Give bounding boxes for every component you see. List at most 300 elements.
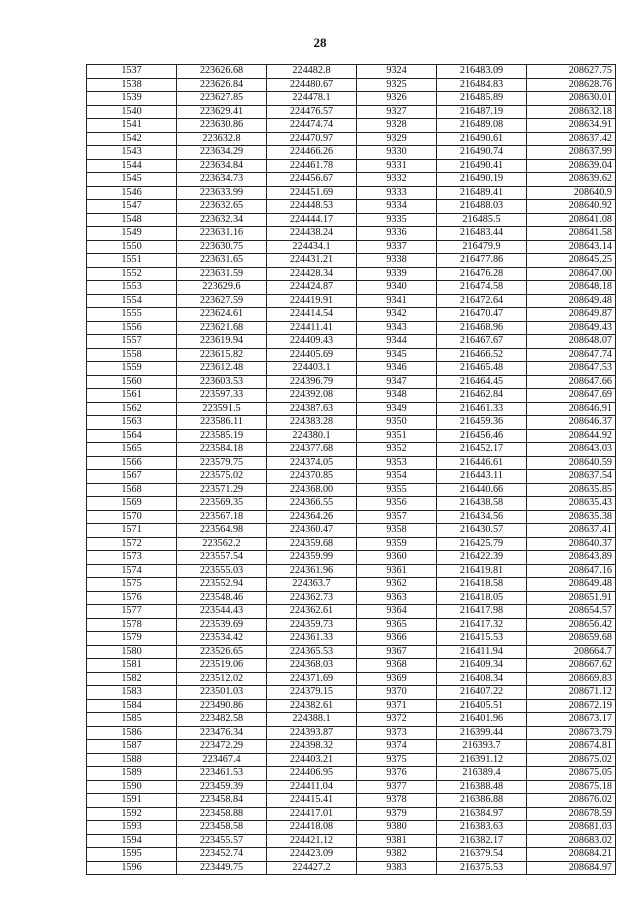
table-cell: 223630.75 (177, 240, 267, 254)
table-cell: 9375 (357, 753, 437, 767)
table-row (87, 335, 616, 349)
table-row (87, 348, 616, 362)
table-cell: 208647.74 (527, 348, 616, 362)
table-cell: 1574 (87, 564, 177, 578)
table-row (87, 578, 616, 592)
table-cell: 208637.41 (527, 524, 616, 538)
table-row (87, 456, 616, 470)
table-cell: 224424.87 (267, 281, 357, 295)
table-cell: 208646.91 (527, 402, 616, 416)
table-cell: 208634.91 (527, 119, 616, 133)
table-cell: 1579 (87, 632, 177, 646)
table-cell: 9339 (357, 267, 437, 281)
table-row (87, 362, 616, 376)
table-cell: 216466.52 (437, 348, 527, 362)
table-cell: 9383 (357, 861, 437, 875)
table-cell: 223476.34 (177, 726, 267, 740)
table-row (87, 321, 616, 335)
table-cell: 223548.46 (177, 591, 267, 605)
table-cell: 223627.59 (177, 294, 267, 308)
table-cell: 223458.84 (177, 794, 267, 808)
table-cell: 1576 (87, 591, 177, 605)
table-cell: 224361.96 (267, 564, 357, 578)
table-cell: 216489.41 (437, 186, 527, 200)
table-cell: 9346 (357, 362, 437, 376)
table-cell: 224451.69 (267, 186, 357, 200)
table-cell: 216399.44 (437, 726, 527, 740)
table-cell: 208648.18 (527, 281, 616, 295)
table-cell: 216479.9 (437, 240, 527, 254)
table-row (87, 308, 616, 322)
table-cell: 223634.73 (177, 173, 267, 187)
table-cell: 224370.85 (267, 470, 357, 484)
table-cell: 216417.98 (437, 605, 527, 619)
table-cell: 224368.00 (267, 483, 357, 497)
table-cell: 223544.43 (177, 605, 267, 619)
table-cell: 1582 (87, 672, 177, 686)
table-cell: 216407.22 (437, 686, 527, 700)
table-cell: 216456.46 (437, 429, 527, 443)
table-row (87, 591, 616, 605)
table-cell: 208645.25 (527, 254, 616, 268)
table-row (87, 861, 616, 875)
table-cell: 9356 (357, 497, 437, 511)
table-cell: 208639.62 (527, 173, 616, 187)
table-cell: 224466.26 (267, 146, 357, 160)
table-cell: 208641.58 (527, 227, 616, 241)
table-cell: 224380.1 (267, 429, 357, 443)
table-cell: 216490.41 (437, 159, 527, 173)
table-cell: 9345 (357, 348, 437, 362)
table-cell: 224480.67 (267, 78, 357, 92)
table-cell: 223586.11 (177, 416, 267, 430)
table-row (87, 605, 616, 619)
table-cell: 224448.53 (267, 200, 357, 214)
table-cell: 1577 (87, 605, 177, 619)
table-row (87, 213, 616, 227)
table-cell: 224419.91 (267, 294, 357, 308)
table-row (87, 686, 616, 700)
table-cell: 1545 (87, 173, 177, 187)
table-cell: 224362.73 (267, 591, 357, 605)
table-cell: 223458.88 (177, 807, 267, 821)
table-row (87, 92, 616, 106)
table-cell: 9377 (357, 780, 437, 794)
table-cell: 1596 (87, 861, 177, 875)
table-cell: 9338 (357, 254, 437, 268)
table-row (87, 645, 616, 659)
table-cell: 216384.97 (437, 807, 527, 821)
table-cell: 208630.01 (527, 92, 616, 106)
table-row (87, 767, 616, 781)
table-cell: 9341 (357, 294, 437, 308)
table-cell: 224371.69 (267, 672, 357, 686)
table-row (87, 429, 616, 443)
table-cell: 224360.47 (267, 524, 357, 538)
table-cell: 1547 (87, 200, 177, 214)
table-cell: 223562.2 (177, 537, 267, 551)
table-cell: 224411.04 (267, 780, 357, 794)
table-cell: 1553 (87, 281, 177, 295)
table-cell: 208646.37 (527, 416, 616, 430)
table-cell: 9362 (357, 578, 437, 592)
table-row (87, 510, 616, 524)
table-cell: 224377.68 (267, 443, 357, 457)
table-cell: 208669.83 (527, 672, 616, 686)
table-cell: 224403.1 (267, 362, 357, 376)
table-cell: 216388.48 (437, 780, 527, 794)
table-cell: 224387.63 (267, 402, 357, 416)
table-cell: 1539 (87, 92, 177, 106)
table-cell: 223626.84 (177, 78, 267, 92)
table-cell: 1543 (87, 146, 177, 160)
table-cell: 216474.58 (437, 281, 527, 295)
table-cell: 224359.73 (267, 618, 357, 632)
table-cell: 224438.24 (267, 227, 357, 241)
table-cell: 216461.33 (437, 402, 527, 416)
table-row (87, 254, 616, 268)
table-cell: 223455.57 (177, 834, 267, 848)
table-row (87, 402, 616, 416)
table-cell: 9363 (357, 591, 437, 605)
table-cell: 223632.8 (177, 132, 267, 146)
table-cell: 216405.51 (437, 699, 527, 713)
table-cell: 208643.03 (527, 443, 616, 457)
table-cell: 208649.48 (527, 294, 616, 308)
table-cell: 216472.64 (437, 294, 527, 308)
table-cell: 9353 (357, 456, 437, 470)
table-cell: 9348 (357, 389, 437, 403)
table-cell: 216490.19 (437, 173, 527, 187)
table-cell: 223501.03 (177, 686, 267, 700)
table-cell: 9325 (357, 78, 437, 92)
table-cell: 1561 (87, 389, 177, 403)
table-cell: 224368.03 (267, 659, 357, 673)
table-cell: 216422.39 (437, 551, 527, 565)
table-cell: 208674.81 (527, 740, 616, 754)
table-cell: 223629.41 (177, 105, 267, 119)
table-cell: 9379 (357, 807, 437, 821)
table-cell: 223575.02 (177, 470, 267, 484)
table-cell: 224417.01 (267, 807, 357, 821)
table-cell: 208673.79 (527, 726, 616, 740)
table-cell: 223526.65 (177, 645, 267, 659)
table-cell: 208676.02 (527, 794, 616, 808)
table-row (87, 294, 616, 308)
table-cell: 208649.87 (527, 308, 616, 322)
table-cell: 223624.61 (177, 308, 267, 322)
table-cell: 208640.92 (527, 200, 616, 214)
table-cell: 1551 (87, 254, 177, 268)
table-row (87, 740, 616, 754)
table-cell: 216470.47 (437, 308, 527, 322)
table-cell: 216462.84 (437, 389, 527, 403)
table-cell: 9365 (357, 618, 437, 632)
table-row (87, 524, 616, 538)
table-row (87, 618, 616, 632)
table-cell: 223557.54 (177, 551, 267, 565)
table-cell: 216485.5 (437, 213, 527, 227)
table-cell: 9343 (357, 321, 437, 335)
table-cell: 1587 (87, 740, 177, 754)
table-cell: 223555.03 (177, 564, 267, 578)
table-cell: 224396.79 (267, 375, 357, 389)
table-cell: 216430.57 (437, 524, 527, 538)
table-cell: 216401.96 (437, 713, 527, 727)
table-cell: 224365.53 (267, 645, 357, 659)
coordinates-table-body (87, 65, 616, 875)
coordinates-table (86, 64, 616, 875)
table-cell: 208637.42 (527, 132, 616, 146)
table-cell: 216485.89 (437, 92, 527, 106)
table-row (87, 726, 616, 740)
table-cell: 216488.03 (437, 200, 527, 214)
table-cell: 224405.69 (267, 348, 357, 362)
table-cell: 9351 (357, 429, 437, 443)
table-cell: 9330 (357, 146, 437, 160)
table-cell: 9334 (357, 200, 437, 214)
table-cell: 1592 (87, 807, 177, 821)
table-cell: 223512.02 (177, 672, 267, 686)
table-cell: 223634.84 (177, 159, 267, 173)
table-cell: 216418.05 (437, 591, 527, 605)
table-cell: 223612.48 (177, 362, 267, 376)
table-cell: 9381 (357, 834, 437, 848)
table-cell: 9331 (357, 159, 437, 173)
table-cell: 223631.59 (177, 267, 267, 281)
table-cell: 1562 (87, 402, 177, 416)
table-cell: 208654.57 (527, 605, 616, 619)
table-cell: 216418.58 (437, 578, 527, 592)
table-cell: 9357 (357, 510, 437, 524)
table-cell: 208637.99 (527, 146, 616, 160)
table-cell: 208664.7 (527, 645, 616, 659)
table-cell: 9376 (357, 767, 437, 781)
table-cell: 1575 (87, 578, 177, 592)
table-cell: 224388.1 (267, 713, 357, 727)
table-cell: 216489.08 (437, 119, 527, 133)
table-cell: 208648.07 (527, 335, 616, 349)
table-row (87, 821, 616, 835)
table-cell: 1566 (87, 456, 177, 470)
table-cell: 216476.28 (437, 267, 527, 281)
table-cell: 208675.18 (527, 780, 616, 794)
table-cell: 208647.69 (527, 389, 616, 403)
table-cell: 224421.12 (267, 834, 357, 848)
table-cell: 208635.85 (527, 483, 616, 497)
table-cell: 223467.4 (177, 753, 267, 767)
table-cell: 216417.32 (437, 618, 527, 632)
table-cell: 223567.18 (177, 510, 267, 524)
table-cell: 223449.75 (177, 861, 267, 875)
table-row (87, 713, 616, 727)
table-row (87, 240, 616, 254)
table-cell: 1589 (87, 767, 177, 781)
table-row (87, 173, 616, 187)
table-cell: 223452.74 (177, 848, 267, 862)
table-cell: 223591.5 (177, 402, 267, 416)
table-row (87, 564, 616, 578)
table-row (87, 659, 616, 673)
table-cell: 1591 (87, 794, 177, 808)
table-cell: 223597.33 (177, 389, 267, 403)
table-cell: 208643.14 (527, 240, 616, 254)
table-cell: 216434.56 (437, 510, 527, 524)
table-cell: 208641.08 (527, 213, 616, 227)
table-cell: 1557 (87, 335, 177, 349)
table-cell: 9360 (357, 551, 437, 565)
table-cell: 1583 (87, 686, 177, 700)
table-cell: 223459.39 (177, 780, 267, 794)
table-cell: 224461.78 (267, 159, 357, 173)
table-cell: 208675.02 (527, 753, 616, 767)
table-cell: 216490.61 (437, 132, 527, 146)
table-cell: 1541 (87, 119, 177, 133)
table-cell: 223539.69 (177, 618, 267, 632)
table-row (87, 699, 616, 713)
table-cell: 216408.34 (437, 672, 527, 686)
table-cell: 208635.43 (527, 497, 616, 511)
table-cell: 9364 (357, 605, 437, 619)
table-cell: 1565 (87, 443, 177, 457)
table-cell: 1570 (87, 510, 177, 524)
table-row (87, 200, 616, 214)
table-cell: 9344 (357, 335, 437, 349)
table-cell: 9372 (357, 713, 437, 727)
table-cell: 216483.44 (437, 227, 527, 241)
table-cell: 1595 (87, 848, 177, 862)
table-cell: 224428.34 (267, 267, 357, 281)
table-cell: 1542 (87, 132, 177, 146)
table-cell: 224414.54 (267, 308, 357, 322)
table-cell: 223634.29 (177, 146, 267, 160)
table-cell: 224382.61 (267, 699, 357, 713)
table-cell: 9324 (357, 65, 437, 79)
table-cell: 224398.32 (267, 740, 357, 754)
table-cell: 9340 (357, 281, 437, 295)
table-cell: 224393.87 (267, 726, 357, 740)
table-cell: 1544 (87, 159, 177, 173)
table-cell: 224383.28 (267, 416, 357, 430)
table-cell: 216487.19 (437, 105, 527, 119)
table-cell: 224474.74 (267, 119, 357, 133)
table-cell: 224363.7 (267, 578, 357, 592)
table-cell: 208656.42 (527, 618, 616, 632)
table-cell: 224374.05 (267, 456, 357, 470)
table-cell: 208647.53 (527, 362, 616, 376)
table-cell: 9378 (357, 794, 437, 808)
table-cell: 224470.97 (267, 132, 357, 146)
table-cell: 9327 (357, 105, 437, 119)
table-cell: 216443.11 (437, 470, 527, 484)
table-cell: 9332 (357, 173, 437, 187)
table-cell: 9349 (357, 402, 437, 416)
table-cell: 1594 (87, 834, 177, 848)
table-cell: 1584 (87, 699, 177, 713)
table-cell: 224434.1 (267, 240, 357, 254)
table-cell: 9374 (357, 740, 437, 754)
table-cell: 1585 (87, 713, 177, 727)
table-cell: 9367 (357, 645, 437, 659)
table-cell: 224431.21 (267, 254, 357, 268)
table-cell: 1548 (87, 213, 177, 227)
table-cell: 216411.94 (437, 645, 527, 659)
table-row (87, 470, 616, 484)
table-cell: 1571 (87, 524, 177, 538)
table-cell: 216379.54 (437, 848, 527, 862)
table-cell: 9361 (357, 564, 437, 578)
table-cell: 1560 (87, 375, 177, 389)
table-cell: 1550 (87, 240, 177, 254)
table-cell: 9371 (357, 699, 437, 713)
table-cell: 223621.68 (177, 321, 267, 335)
table-cell: 223579.75 (177, 456, 267, 470)
table-cell: 216383.63 (437, 821, 527, 835)
table-row (87, 416, 616, 430)
table-row (87, 632, 616, 646)
table-cell: 216375.53 (437, 861, 527, 875)
table-row (87, 227, 616, 241)
table-cell: 224418.08 (267, 821, 357, 835)
table-cell: 224456.67 (267, 173, 357, 187)
table-cell: 1573 (87, 551, 177, 565)
table-cell: 223619.94 (177, 335, 267, 349)
table-cell: 224359.99 (267, 551, 357, 565)
table-cell: 216382.17 (437, 834, 527, 848)
table-row (87, 65, 616, 79)
table-cell: 9373 (357, 726, 437, 740)
table-cell: 224427.2 (267, 861, 357, 875)
table-cell: 208632.18 (527, 105, 616, 119)
table-row (87, 848, 616, 862)
table-cell: 224366.55 (267, 497, 357, 511)
table-cell: 223461.53 (177, 767, 267, 781)
table-cell: 208647.00 (527, 267, 616, 281)
table-cell: 216438.58 (437, 497, 527, 511)
table-cell: 208651.91 (527, 591, 616, 605)
table-row (87, 497, 616, 511)
table-cell: 216477.86 (437, 254, 527, 268)
table-cell: 208628.76 (527, 78, 616, 92)
table-row (87, 443, 616, 457)
table-cell: 216467.67 (437, 335, 527, 349)
table-cell: 216483.09 (437, 65, 527, 79)
table-cell: 223519.06 (177, 659, 267, 673)
table-cell: 9335 (357, 213, 437, 227)
table-cell: 216465.48 (437, 362, 527, 376)
table-cell: 1556 (87, 321, 177, 335)
table-cell: 208627.75 (527, 65, 616, 79)
table-cell: 208659.68 (527, 632, 616, 646)
table-cell: 1569 (87, 497, 177, 511)
table-row (87, 132, 616, 146)
table-cell: 223632.65 (177, 200, 267, 214)
table-cell: 208649.43 (527, 321, 616, 335)
table-cell: 1580 (87, 645, 177, 659)
table-cell: 1586 (87, 726, 177, 740)
table-cell: 9326 (357, 92, 437, 106)
table-cell: 216459.36 (437, 416, 527, 430)
table-cell: 208635.38 (527, 510, 616, 524)
table-row (87, 186, 616, 200)
table-cell: 216490.74 (437, 146, 527, 160)
table-cell: 9337 (357, 240, 437, 254)
table-cell: 208644.92 (527, 429, 616, 443)
table-row (87, 807, 616, 821)
table-cell: 9369 (357, 672, 437, 686)
table-cell: 208672.19 (527, 699, 616, 713)
table-cell: 9328 (357, 119, 437, 133)
